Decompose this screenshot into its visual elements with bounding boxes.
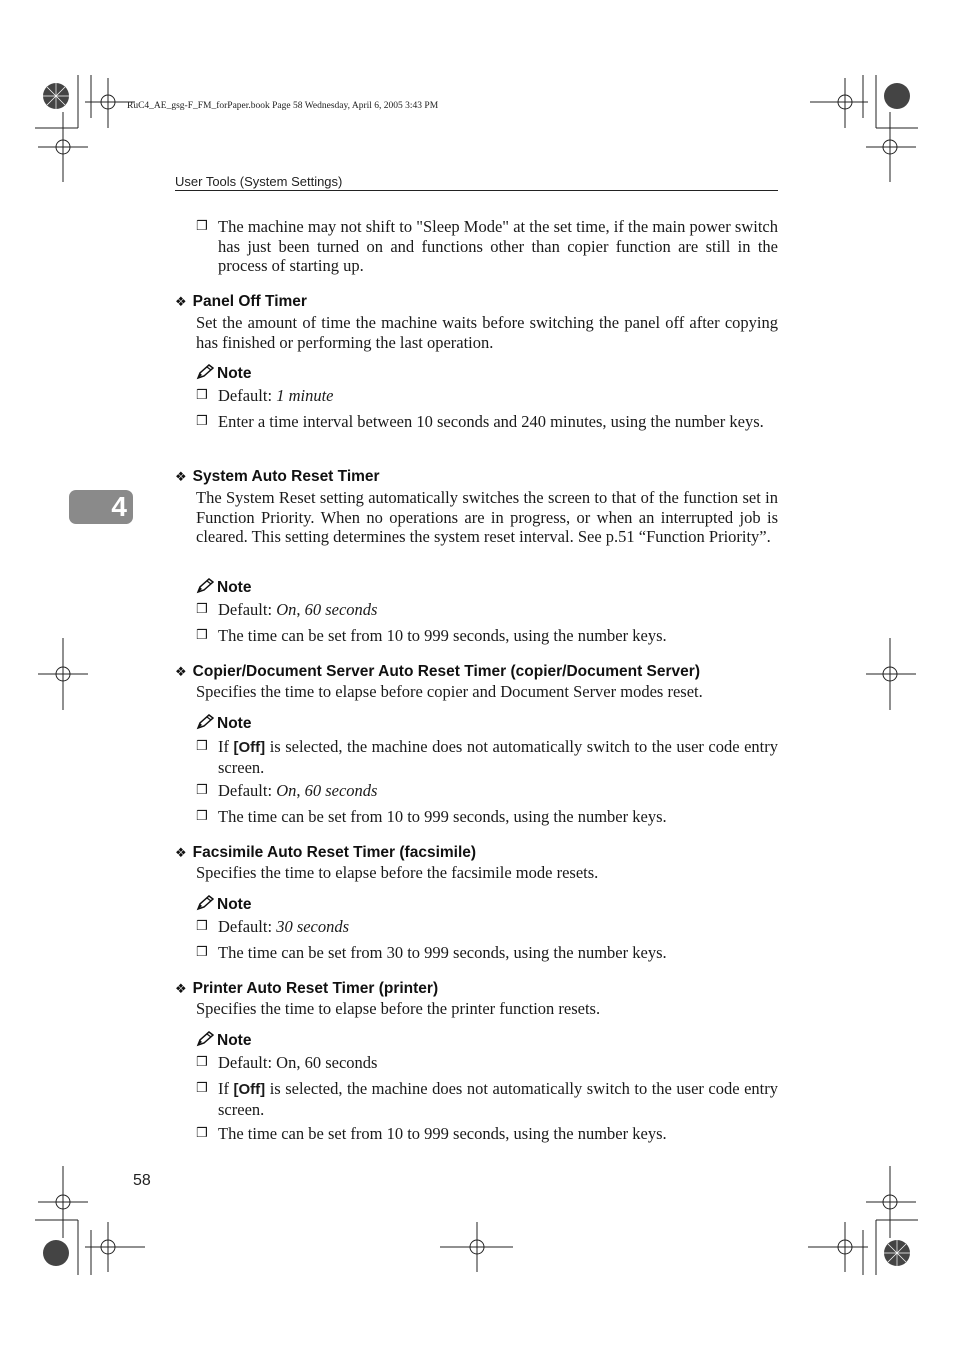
- pencil-note-icon: [196, 895, 214, 911]
- checkbox-bullet-icon: ❒: [196, 602, 208, 617]
- list-item: ❒ Default: 30 seconds: [196, 917, 350, 936]
- checkbox-bullet-icon: ❒: [196, 628, 208, 643]
- section-body: Specifies the time to elapse before the printer function resets.: [196, 999, 601, 1018]
- checkbox-bullet-icon: ❒: [196, 414, 208, 429]
- list-item: ❒ The time can be set from 30 to 999 seconds, using the number keys.: [196, 943, 667, 962]
- checkbox-bullet-icon: ❒: [196, 739, 208, 754]
- pencil-note-icon: [196, 714, 214, 730]
- checkbox-bullet-icon: ❒: [196, 919, 208, 934]
- section-body: The System Reset setting automatically switches the screen to that of the function set in Function Priority. When no operations are in progress, or when an interrupted job is cleared. This setting determines the system reset interval. See p.51 “Function Priority”.: [196, 488, 778, 546]
- note-label: Note: [196, 895, 251, 914]
- list-item: ❒ The time can be set from 10 to 999 seconds, using the number keys.: [196, 807, 667, 826]
- diamond-icon: ❖: [175, 665, 187, 680]
- list-item: ❒ Default: On, 60 seconds: [196, 600, 378, 619]
- pencil-note-icon: [196, 1031, 214, 1047]
- section-heading-system-auto-reset-timer: ❖ System Auto Reset Timer: [175, 468, 380, 485]
- checkbox-bullet-icon: ❒: [196, 1055, 208, 1070]
- list-item: ❒ The time can be set from 10 to 999 seconds, using the number keys.: [196, 626, 667, 645]
- diamond-icon: ❖: [175, 470, 187, 485]
- list-item: ❒ Enter a time interval between 10 seconds and 240 minutes, using the number keys.: [196, 412, 764, 431]
- note-label: Note: [196, 1031, 251, 1050]
- list-item: ❒ The time can be set from 10 to 999 seconds, using the number keys.: [196, 1124, 667, 1143]
- section-heading-printer-auto-reset-timer: ❖ Printer Auto Reset Timer (printer): [175, 980, 439, 997]
- checkbox-bullet-icon: ❒: [196, 783, 208, 798]
- off-key-label: [Off]: [233, 739, 266, 756]
- diamond-icon: ❖: [175, 846, 187, 861]
- section-heading-copier-auto-reset-timer: ❖ Copier/Document Server Auto Reset Timer (copier/Document Server): [175, 663, 700, 680]
- diamond-icon: ❖: [175, 295, 187, 310]
- section-body: Specifies the time to elapse before copier and Document Server modes reset.: [196, 682, 703, 701]
- list-item: ❒ If [Off] is selected, the machine does not automatically switch to the user code entry screen.: [196, 1079, 778, 1119]
- pencil-note-icon: [196, 578, 214, 594]
- section-body: Specifies the time to elapse before the facsimile mode resets.: [196, 863, 599, 882]
- list-item: ❒ Default: On, 60 seconds: [196, 1053, 378, 1072]
- diamond-icon: ❖: [175, 982, 187, 997]
- section-heading-facsimile-auto-reset-timer: ❖ Facsimile Auto Reset Timer (facsimile): [175, 844, 477, 861]
- checkbox-bullet-icon: ❒: [196, 1126, 208, 1141]
- checkbox-bullet-icon: ❒: [196, 809, 208, 824]
- list-item: ❒ If [Off] is selected, the machine does not automatically switch to the user code entry screen.: [196, 737, 778, 777]
- section-body: Set the amount of time the machine waits before switching the panel off after copying has finished or performing the last operation.: [196, 313, 778, 352]
- book-info-line: RuC4_AE_gsg-F_FM_forPaper.book Page 58 Wednesday, April 6, 2005 3:43 PM: [127, 101, 439, 111]
- note-label: Note: [196, 364, 251, 383]
- note-label: Note: [196, 578, 251, 597]
- pencil-note-icon: [196, 364, 214, 380]
- list-item: ❒ The machine may not shift to "Sleep Mode" at the set time, if the main power switch has just been turned on and functions other than copier function are still in the process of starting up.: [196, 217, 778, 275]
- note-label: Note: [196, 714, 251, 733]
- checkbox-bullet-icon: ❒: [196, 219, 208, 234]
- checkbox-bullet-icon: ❒: [196, 945, 208, 960]
- section-heading-panel-off-timer: ❖ Panel Off Timer: [175, 293, 307, 310]
- list-item: ❒ Default: 1 minute: [196, 386, 334, 405]
- page-number: 58: [133, 1172, 151, 1189]
- checkbox-bullet-icon: ❒: [196, 388, 208, 403]
- list-item: ❒ Default: On, 60 seconds: [196, 781, 378, 800]
- off-key-label: [Off]: [233, 1081, 266, 1098]
- running-header: User Tools (System Settings): [175, 174, 778, 191]
- checkbox-bullet-icon: ❒: [196, 1081, 208, 1096]
- chapter-tab: 4: [69, 490, 133, 524]
